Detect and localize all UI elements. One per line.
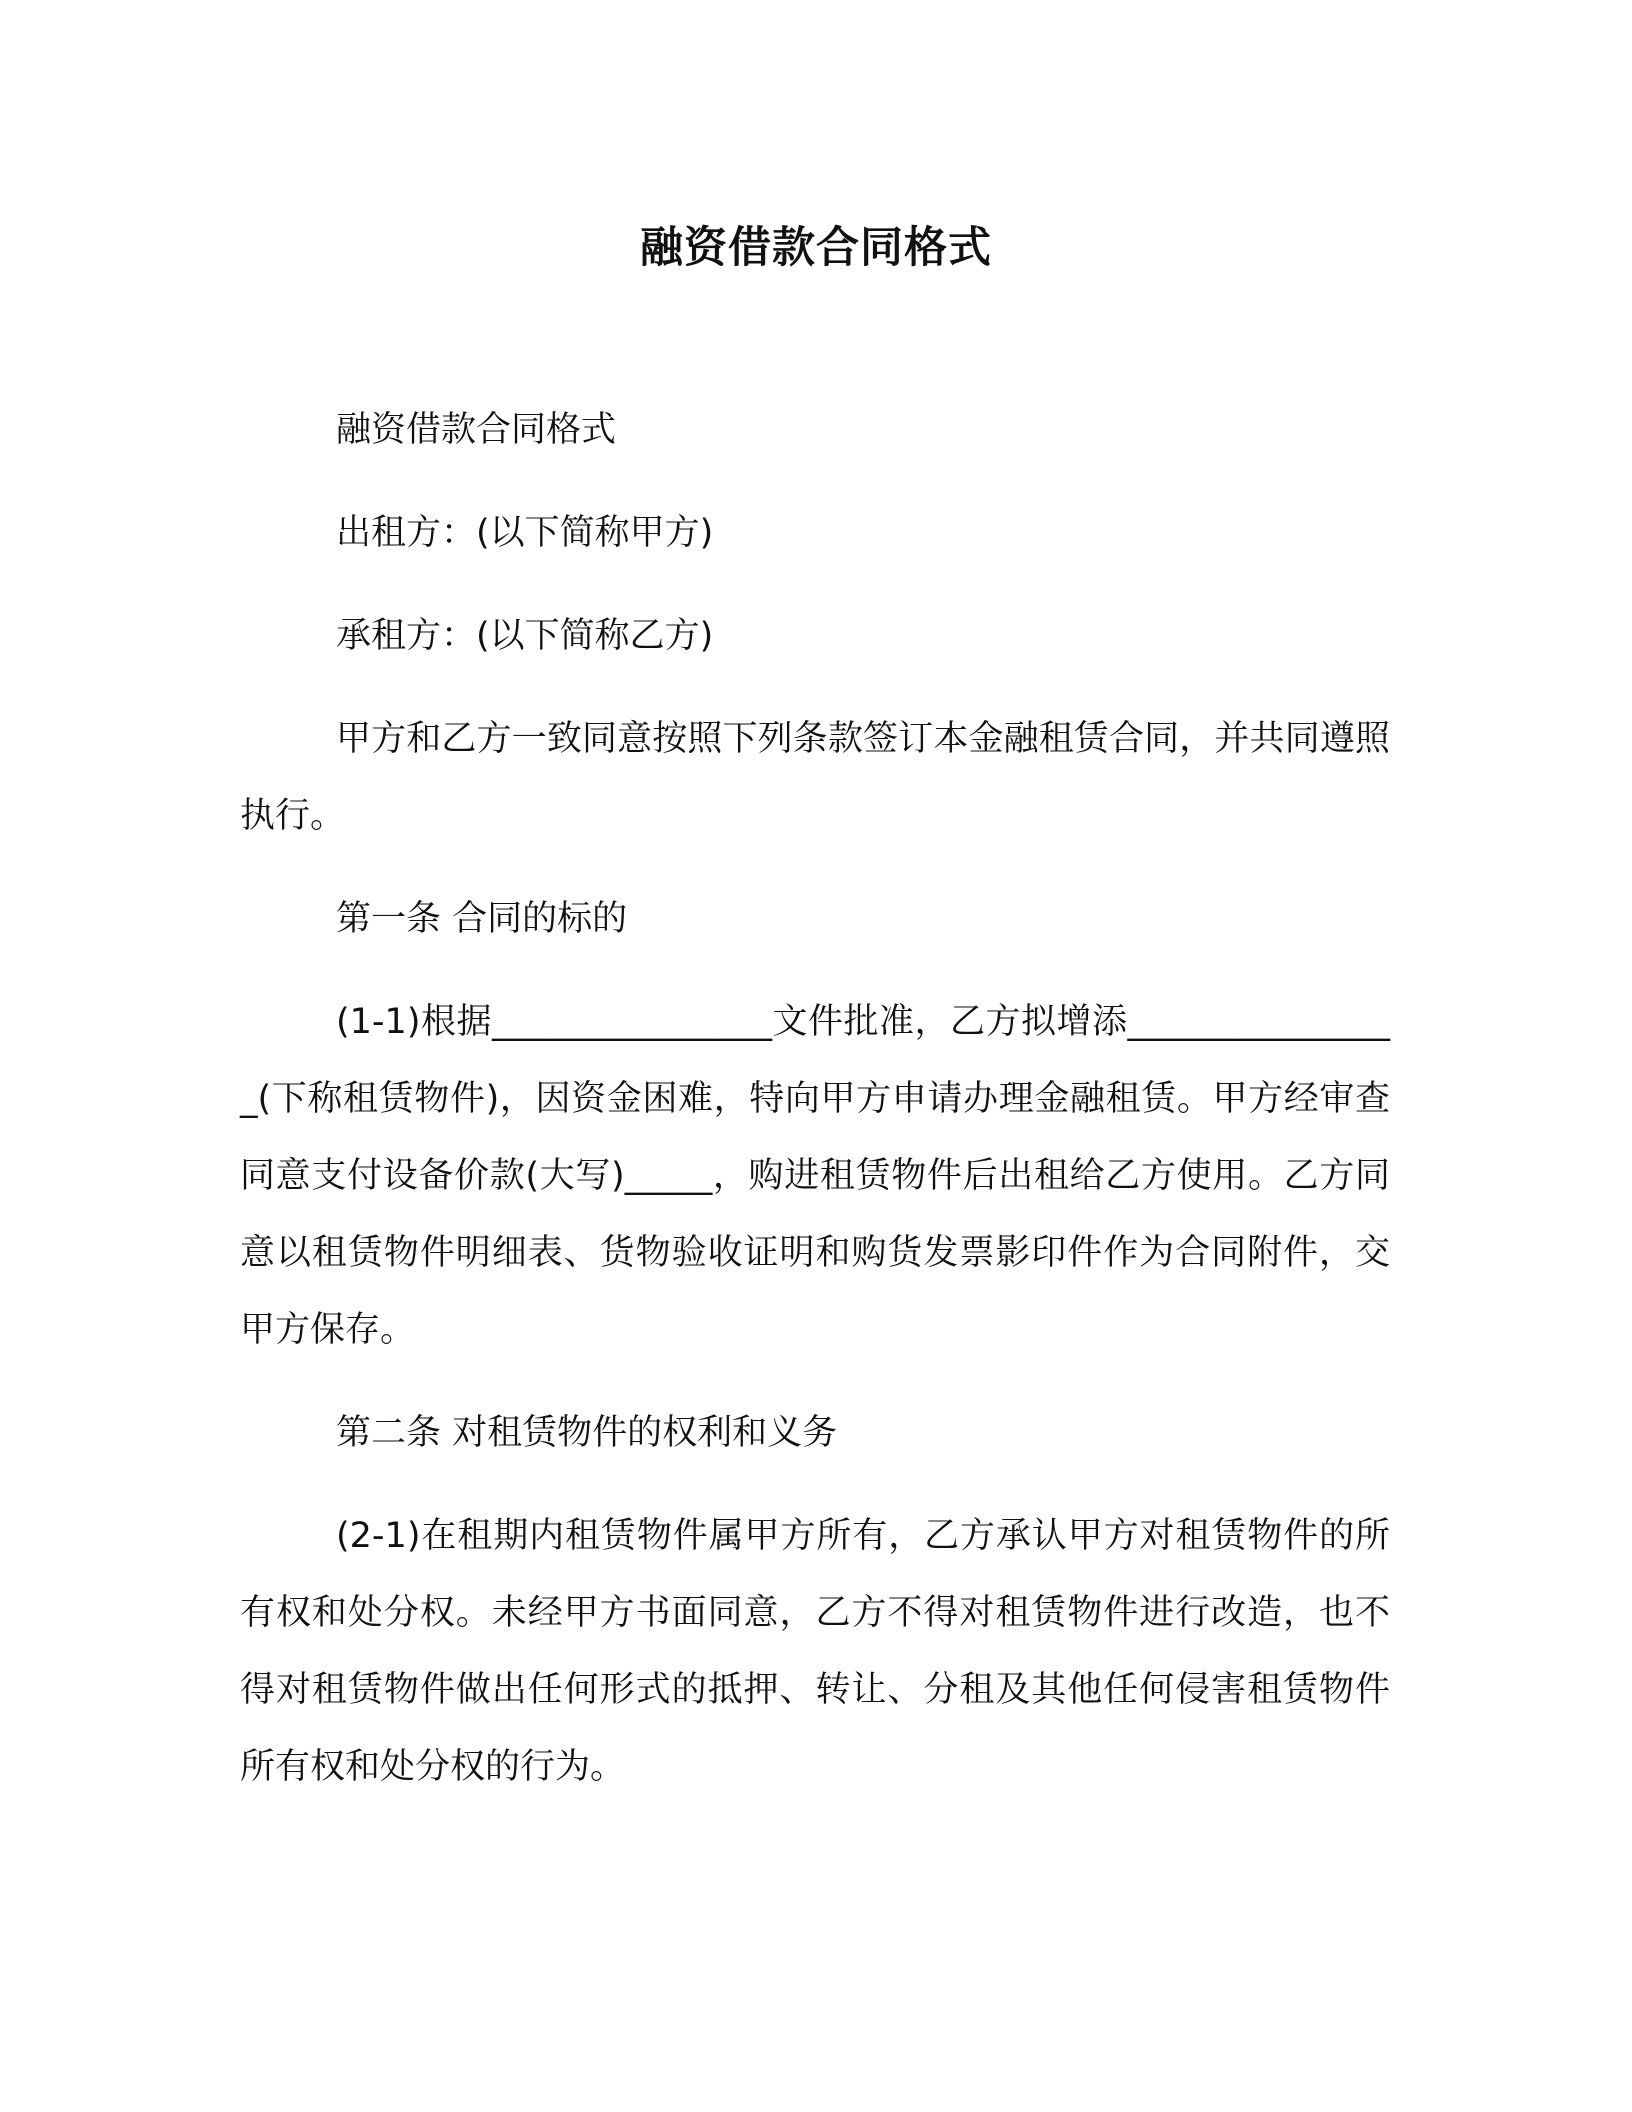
- document-title: 融资借款合同格式: [640, 223, 992, 273]
- article-one-heading: 第一条 合同的标的: [336, 899, 628, 939]
- lessee-paragraph: 承租方：(以下简称乙方): [336, 616, 714, 656]
- subtitle-paragraph: 融资借款合同格式: [336, 410, 617, 450]
- clause-1-1-paragraph: (1-1)根据________________文件批准，乙方拟增添________________(下称租赁物件)，因资金困难，特向甲方申请办理金融租赁。甲方经审查同意支付设备价款(大写)_____，购进租赁物件后出租给乙方使用。乙方同意以租赁物件明细表、货物验收证明和购货发票影印件作为合同附件，交甲方保存。: [240, 1002, 1390, 1350]
- lessor-paragraph: 出租方：(以下简称甲方): [336, 513, 714, 553]
- agreement-paragraph: 甲方和乙方一致同意按照下列条款签订本金融租赁合同，并共同遵照执行。: [240, 719, 1390, 836]
- document-body: [240, 392, 1390, 1832]
- article-two-heading: 第二条 对租赁物件的权利和义务: [336, 1413, 838, 1453]
- clause-2-1-paragraph: (2-1)在租期内租赁物件属甲方所有，乙方承认甲方对租赁物件的所有权和处分权。未经甲方书面同意，乙方不得对租赁物件进行改造，也不得对租赁物件做出任何形式的抵押、转让、分租及其他任何侵害租赁物件所有权和处分权的行为。: [240, 1516, 1390, 1787]
